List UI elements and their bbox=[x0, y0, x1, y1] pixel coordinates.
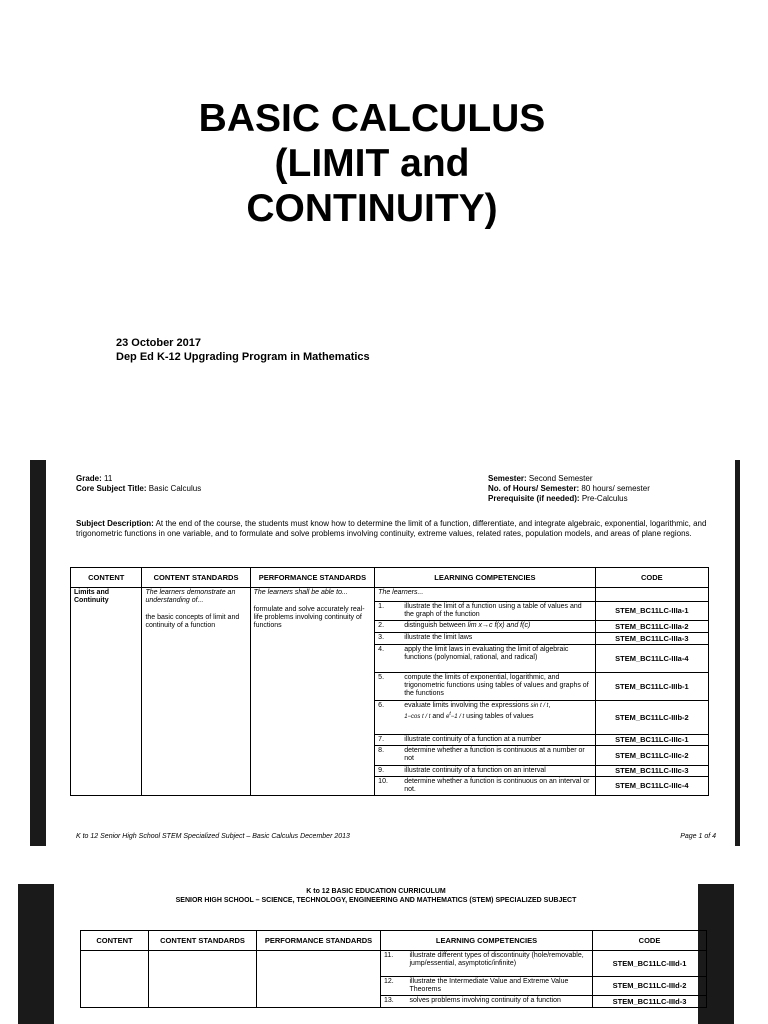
header-code: CODE bbox=[593, 931, 707, 951]
lc-text: apply the limit laws in evaluating the limit of algebraic functions (polynomial, rational, and radical) bbox=[401, 645, 595, 673]
lc-code: STEM_BC11LC-IIIc-3 bbox=[595, 766, 708, 777]
lc-num: 1. bbox=[375, 602, 402, 621]
header-performance-standards: PERFORMANCE STANDARDS bbox=[250, 568, 375, 588]
lc-text: evaluate limits involving the expressions bbox=[404, 702, 529, 709]
performance-standards-cell bbox=[250, 588, 375, 796]
lc-code: STEM_BC11LC-IIIc-2 bbox=[595, 746, 708, 766]
page-border-left bbox=[18, 884, 54, 1024]
page-2-header bbox=[78, 887, 674, 905]
content-std-body: the basic concepts of limit and continuity of a function bbox=[145, 614, 240, 629]
subject-description bbox=[76, 519, 716, 539]
lc-math: lim x→c f(x) and f(c) bbox=[467, 622, 531, 629]
meta-block bbox=[116, 336, 370, 364]
perf-std-body: formulate and solve accurately real-life problems involving continuity of functions bbox=[253, 606, 365, 629]
lc-num: 4. bbox=[375, 645, 402, 673]
lc-text: compute the limits of exponential, logarithmic, and trigonometric functions using tables of values and graphs of the functions bbox=[401, 673, 595, 701]
header-performance-standards: PERFORMANCE STANDARDS bbox=[257, 931, 381, 951]
content-text: Limits and Continuity bbox=[74, 589, 110, 604]
page-border-right bbox=[735, 460, 740, 846]
lc-num: 6. bbox=[375, 701, 402, 735]
lc-num: 7. bbox=[375, 735, 402, 746]
title-line-1: BASIC CALCULUS bbox=[198, 97, 546, 140]
grade-label: Grade: bbox=[76, 474, 102, 483]
header-line-1: K to 12 BASIC EDUCATION CURRICULUM bbox=[306, 888, 446, 895]
lc-text: determine whether a function is continuous on an interval or not. bbox=[401, 777, 595, 796]
header-line-2: SENIOR HIGH SCHOOL – SCIENCE, TECHNOLOGY, ENGINEERING AND MATHEMATICS (STEM) SPECIALIZED SUBJECT bbox=[175, 897, 577, 904]
content-cell bbox=[71, 588, 142, 796]
lc-text: illustrate the Intermediate Value and Extreme Value Theorems bbox=[407, 977, 593, 996]
core-subject-label: Core Subject Title: bbox=[76, 484, 147, 493]
grade-info bbox=[76, 474, 201, 494]
math-expression-cos: 1−cos t / t bbox=[404, 714, 431, 720]
lc-text: distinguish between bbox=[404, 622, 466, 629]
semester-label: Semester: bbox=[488, 474, 527, 483]
header-content: CONTENT bbox=[81, 931, 149, 951]
description-text: At the end of the course, the students must know how to determine the limit of a function, differentiate, and integrate algebraic, exponential, logarithmic, and trigonometric functions in one variable, and to formulate and solve problems involving continuity, extreme values, related rates, population models, and areas of plane regions. bbox=[76, 519, 707, 538]
description-label: Subject Description: bbox=[76, 519, 154, 528]
lc-code: STEM_BC11LC-IIIa-2 bbox=[595, 621, 708, 633]
header-code: CODE bbox=[595, 568, 708, 588]
lc-text-fracs: evaluate limits involving the expressions sin t / t, 1−cos t / t and $e^t-1 / t$ using tables of values bbox=[401, 701, 595, 735]
lc-num: 11. bbox=[381, 951, 407, 977]
page-footer bbox=[76, 833, 716, 840]
lc-text: illustrate the limit of a function using a table of values and the graph of the function bbox=[401, 602, 595, 621]
header-content: CONTENT bbox=[71, 568, 142, 588]
lc-num: 2. bbox=[375, 621, 402, 633]
lc-num: 8. bbox=[375, 746, 402, 766]
core-subject-value: Basic Calculus bbox=[148, 484, 202, 493]
lc-code: STEM_BC11LC-IIIb-2 bbox=[595, 701, 708, 735]
footer-page-number: Page 1 of 4 bbox=[680, 833, 716, 840]
lc-num: 12. bbox=[381, 977, 407, 996]
lc-num: 9. bbox=[375, 766, 402, 777]
curriculum-page-2 bbox=[18, 884, 734, 1024]
curriculum-table-2 bbox=[80, 930, 707, 1008]
perf-std-intro: The learners shall be able to... bbox=[253, 589, 348, 596]
curriculum-table-1 bbox=[70, 567, 709, 796]
content-cell bbox=[81, 951, 149, 1008]
content-standards-cell bbox=[142, 588, 250, 796]
title-line-3: CONTINUITY) bbox=[246, 187, 498, 230]
lc-intro: The learners... bbox=[375, 588, 595, 602]
lc-code: STEM_BC11LC-IIIc-4 bbox=[595, 777, 708, 796]
title-line-2: (LIMIT and bbox=[274, 142, 470, 185]
footer-left-text: K to 12 Senior High School STEM Specialized Subject – Basic Calculus December 2013 bbox=[76, 833, 350, 840]
lc-code: STEM_BC11LC-IIId-3 bbox=[593, 996, 707, 1008]
lc-text: illustrate continuity of a function on an interval bbox=[401, 766, 595, 777]
lc-code: STEM_BC11LC-IIId-1 bbox=[593, 951, 707, 977]
content-standards-cell bbox=[149, 951, 257, 1008]
lc-num: 10. bbox=[375, 777, 402, 796]
lc-text: determine whether a function is continuous at a number or not bbox=[401, 746, 595, 766]
lc-code: STEM_BC11LC-IIIa-3 bbox=[595, 633, 708, 645]
lc-text: illustrate continuity of a function at a number bbox=[401, 735, 595, 746]
lc-code: STEM_BC11LC-IIIc-1 bbox=[595, 735, 708, 746]
lc-text: illustrate different types of discontinuity (hole/removable, jump/essential, asymptotic/infinite) bbox=[407, 951, 593, 977]
grade-value: 11 bbox=[104, 474, 113, 483]
semester-value: Second Semester bbox=[528, 474, 593, 483]
table-row bbox=[81, 951, 707, 977]
content-std-intro: The learners demonstrate an understanding of... bbox=[145, 589, 236, 604]
semester-info bbox=[488, 474, 650, 504]
header-learning-competencies: LEARNING COMPETENCIES bbox=[375, 568, 595, 588]
header-learning-competencies: LEARNING COMPETENCIES bbox=[381, 931, 593, 951]
header-content-standards: CONTENT STANDARDS bbox=[149, 931, 257, 951]
lc-code: STEM_BC11LC-IIIb-1 bbox=[595, 673, 708, 701]
lc-num: 13. bbox=[381, 996, 407, 1008]
prereq-label: Prerequisite (if needed): bbox=[488, 494, 580, 503]
hours-value: 80 hours/ semester bbox=[581, 484, 650, 493]
lc-code: STEM_BC11LC-IIIa-1 bbox=[595, 602, 708, 621]
date-text: 23 October 2017 bbox=[116, 337, 201, 349]
lc-code: STEM_BC11LC-IIIa-4 bbox=[595, 645, 708, 673]
lc-text-tail: using tables of values bbox=[466, 713, 534, 720]
lc-num: 3. bbox=[375, 633, 402, 645]
performance-standards-cell bbox=[257, 951, 381, 1008]
lc-code: STEM_BC11LC-IIId-2 bbox=[593, 977, 707, 996]
lc-text-math bbox=[401, 621, 595, 633]
math-expression-exp: $e^t-1 / t$ bbox=[445, 711, 465, 720]
title-block bbox=[0, 96, 744, 231]
lc-text: solves problems involving continuity of a function bbox=[407, 996, 593, 1008]
curriculum-page-1 bbox=[30, 460, 740, 846]
prereq-value: Pre-Calculus bbox=[581, 494, 628, 503]
header-content-standards: CONTENT STANDARDS bbox=[142, 568, 250, 588]
hours-label: No. of Hours/ Semester: bbox=[488, 484, 580, 493]
lc-text: illustrate the limit laws bbox=[401, 633, 595, 645]
program-text: Dep Ed K-12 Upgrading Program in Mathematics bbox=[116, 351, 370, 363]
math-expression-sin: sin t / t bbox=[530, 703, 549, 709]
lc-num: 5. bbox=[375, 673, 402, 701]
page-border-left bbox=[30, 460, 46, 846]
code-empty-cell bbox=[595, 588, 708, 602]
